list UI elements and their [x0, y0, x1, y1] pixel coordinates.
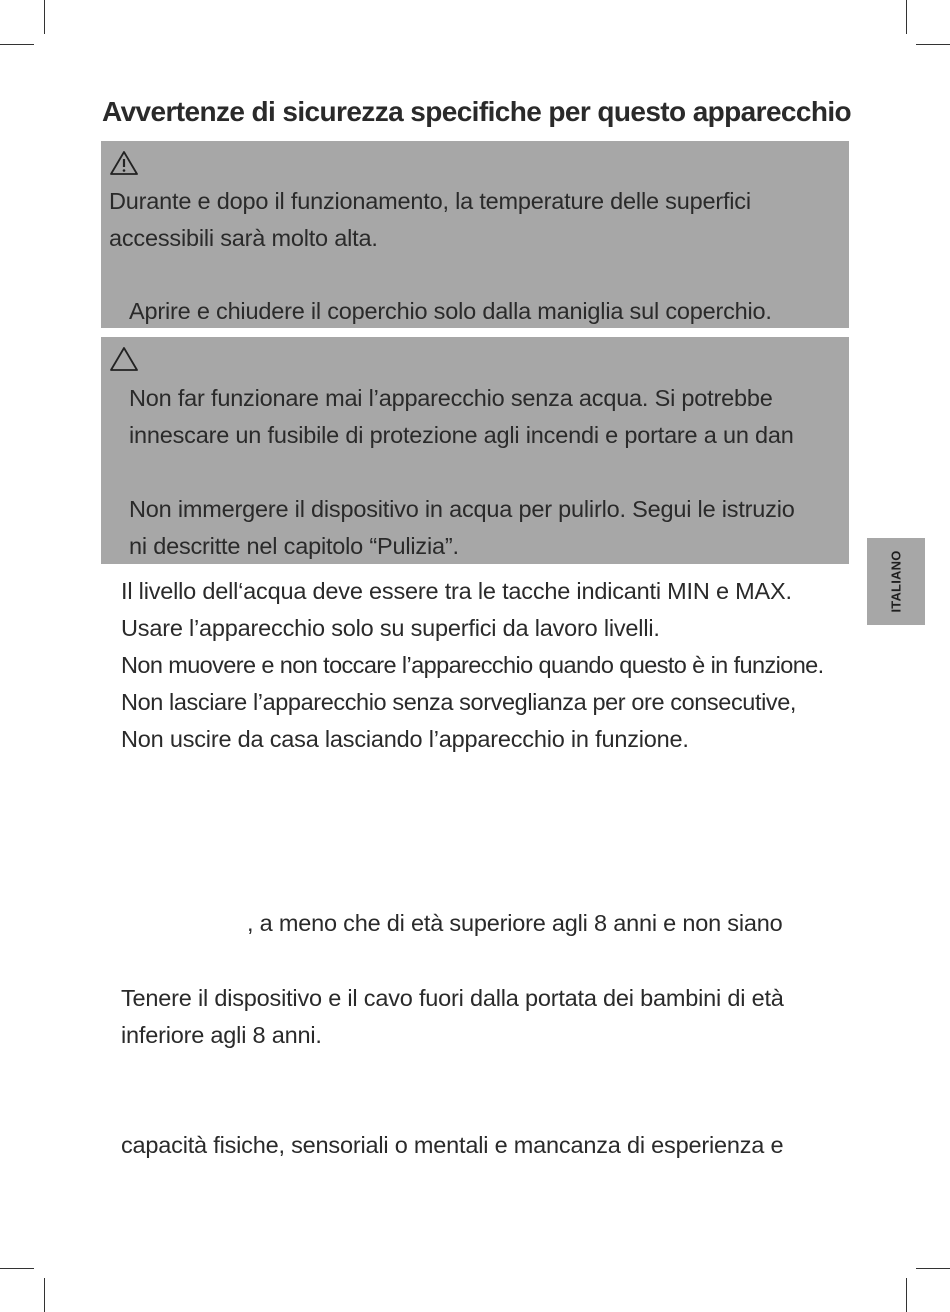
- crop-mark: [44, 1278, 45, 1312]
- caution-triangle-icon: [109, 346, 139, 372]
- crop-mark: [916, 44, 950, 45]
- body-text-line: capacità fisiche, sensoriali o mentali e mancanza di esperienza e: [121, 1132, 784, 1158]
- warning-triangle-icon: [109, 150, 139, 176]
- language-tab-label: ITALIANO: [888, 550, 904, 613]
- warning-text-line: Durante e dopo il funzionamento, la temperature delle superfici: [109, 188, 751, 214]
- crop-mark: [906, 0, 907, 34]
- body-text-line: Non lasciare l’apparecchio senza sorveglianza per ore consecutive,: [121, 689, 797, 715]
- body-text-line: Tenere il dispositivo e il cavo fuori dalla portata dei bambini di età: [121, 985, 784, 1011]
- crop-mark: [0, 1268, 34, 1269]
- body-text-line: Non uscire da casa lasciando l’apparecchio in funzione.: [121, 726, 689, 752]
- warning-text-line: accessibili sarà molto alta.: [109, 225, 378, 251]
- body-text-line: Usare l’apparecchio solo su superfici da lavoro livelli.: [121, 615, 660, 641]
- crop-mark: [916, 1268, 950, 1269]
- warning-box-caution: [101, 337, 849, 564]
- language-tab: [867, 538, 925, 625]
- warning-text-line: Non far funzionare mai l’apparecchio senza acqua. Si potrebbe: [129, 385, 773, 411]
- page-title: Avvertenze di sicurezza specifiche per questo apparecchio: [102, 96, 852, 127]
- crop-mark: [0, 44, 34, 45]
- warning-text-line: Non immergere il dispositivo in acqua per pulirlo. Segui le istruzio: [129, 496, 795, 522]
- warning-box-hot-surface: [101, 141, 849, 328]
- body-text-line: inferiore agli 8 anni.: [121, 1022, 322, 1048]
- warning-text-line: ni descritte nel capitolo “Pulizia”.: [129, 533, 459, 559]
- warning-text-line: innescare un fusibile di protezione agli incendi e portare a un dan: [129, 422, 794, 448]
- crop-mark: [44, 0, 45, 34]
- body-text-line: Il livello dell‘acqua deve essere tra le tacche indicanti MIN e MAX.: [121, 578, 792, 604]
- body-text-line: , a meno che di età superiore agli 8 anni e non siano: [247, 910, 783, 936]
- body-text-line: Non muovere e non toccare l’apparecchio quando questo è in funzione.: [121, 652, 824, 678]
- crop-mark: [906, 1278, 907, 1312]
- warning-text-line: Aprire e chiudere il coperchio solo dalla maniglia sul coperchio.: [129, 298, 772, 324]
